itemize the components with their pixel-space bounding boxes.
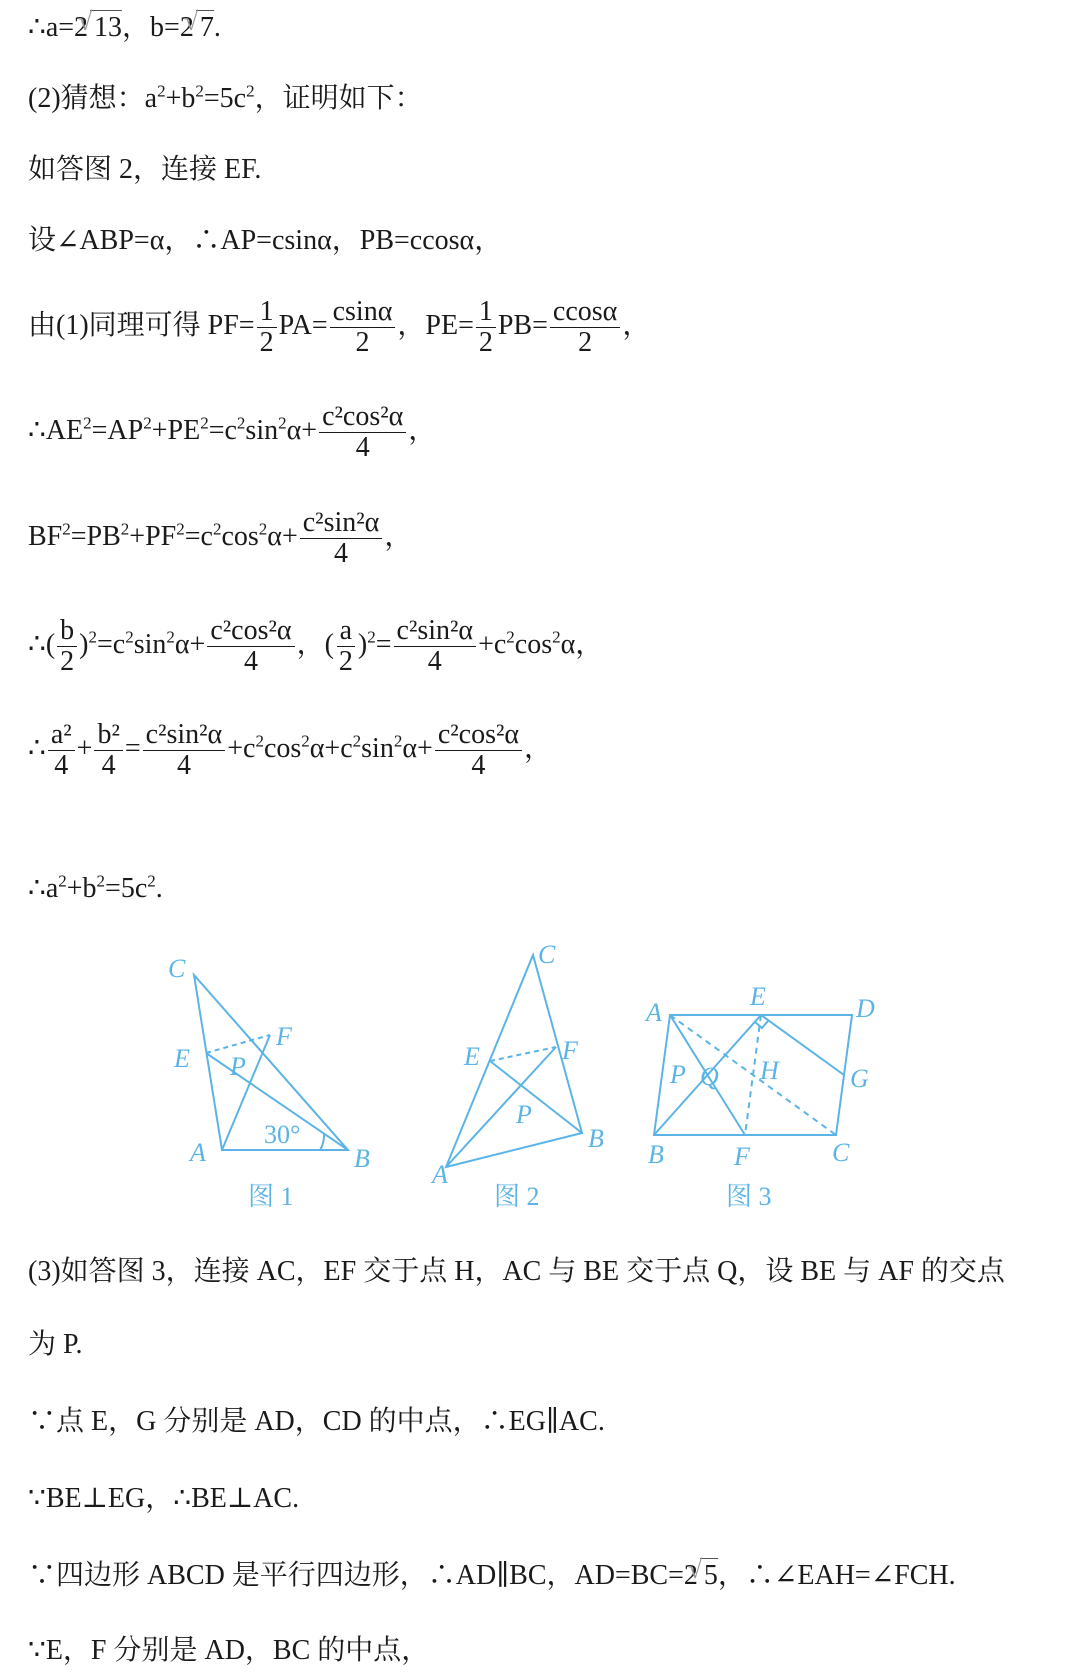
text: 由(1)同理可得 PF=: [28, 309, 255, 341]
text: α+: [267, 520, 298, 552]
text: ，: [622, 309, 651, 341]
label-a: A: [432, 1160, 448, 1189]
text: ，(: [296, 628, 334, 660]
sup: 2: [88, 627, 97, 647]
answer-line-a-b: [28, 10, 221, 45]
numerator: c²sin²α: [300, 508, 383, 539]
text: +c: [227, 732, 256, 764]
sup: 2: [195, 81, 204, 101]
text: cos: [221, 520, 259, 552]
fraction: [143, 720, 226, 781]
label-q: Q: [700, 1062, 719, 1091]
sqrt-5: [700, 1558, 718, 1593]
text: ∴(: [28, 628, 56, 660]
connect-ef-line: 如答图 2，连接 EF.: [28, 154, 262, 185]
fraction: [57, 616, 77, 677]
text: α，: [560, 628, 604, 660]
sup: 2: [96, 871, 106, 891]
sup: 2: [246, 81, 255, 101]
label-e: E: [464, 1042, 480, 1071]
set-angle-line: 设∠ABP=α，∴AP=csinα，PB=ccosα，: [28, 225, 503, 256]
sup: 2: [301, 731, 310, 751]
denominator: 4: [471, 750, 486, 781]
ae-squared-line: [28, 402, 436, 463]
text: PB=: [497, 309, 548, 341]
conjecture-line: [28, 82, 423, 116]
text: =: [124, 732, 141, 764]
label-b: B: [648, 1140, 664, 1169]
fraction: [48, 720, 75, 781]
numerator: a: [337, 616, 355, 647]
text: sin: [361, 732, 394, 764]
numerator: b²: [94, 720, 122, 751]
segment-be: [490, 1061, 582, 1133]
label-f: F: [562, 1036, 578, 1065]
text: =AP: [91, 414, 144, 446]
text: =PB: [70, 520, 121, 552]
fraction: [550, 297, 620, 358]
radicand: 7: [199, 12, 214, 43]
text: =: [375, 628, 392, 660]
sup: 2: [83, 413, 92, 433]
bf-squared-line: [28, 508, 412, 569]
text: PA=: [278, 309, 328, 341]
text: =5c: [105, 873, 148, 904]
text: sin: [245, 414, 279, 446]
fraction: [257, 297, 277, 358]
segment-ef: [745, 1015, 761, 1135]
text: =c: [96, 628, 126, 660]
denominator: 4: [243, 646, 258, 677]
label-b: B: [588, 1124, 604, 1153]
numerator: csinα: [330, 297, 396, 328]
sup: 2: [125, 627, 134, 647]
text: +: [76, 732, 93, 764]
sup: 2: [120, 519, 130, 539]
sup: 2: [506, 627, 515, 647]
numerator: c²cos²α: [207, 616, 294, 647]
numerator: c²sin²α: [394, 616, 477, 647]
text: +c: [478, 628, 507, 660]
fraction: [394, 616, 477, 677]
label-c: C: [538, 940, 556, 969]
figure-1-labels: [168, 954, 370, 1211]
sup: 2: [157, 81, 166, 101]
fraction: [207, 616, 294, 677]
label-a: A: [646, 998, 662, 1027]
sup: 2: [166, 627, 175, 647]
numerator: b: [57, 616, 77, 647]
denominator: 4: [176, 750, 191, 781]
sqrt-13: [90, 10, 122, 45]
sum-line: [28, 720, 552, 781]
label-f: F: [276, 1022, 292, 1051]
denominator: 2: [478, 327, 493, 358]
segment-af: [446, 1047, 556, 1167]
sqrt-7: [196, 10, 214, 45]
numerator: 1: [257, 297, 277, 328]
part3-line: (3)如答图 3，连接 AC，EF 交于点 H，AC 与 BE 交于点 Q，设 BE 与 AF 的交点: [28, 1256, 1005, 1287]
text: cos: [514, 628, 553, 660]
label-c: C: [168, 954, 186, 983]
text: =c: [184, 520, 213, 552]
text: +PF: [129, 520, 177, 552]
text: ，∴∠EAH=∠FCH.: [717, 1560, 956, 1591]
fraction: [330, 297, 396, 358]
text: ，: [384, 520, 413, 552]
denominator: 2: [355, 327, 370, 358]
text: +PE: [151, 414, 201, 446]
conclusion-line: [28, 872, 163, 906]
parallelogram-line: [28, 1558, 956, 1593]
text: ∵四边形 ABCD 是平行四边形，∴AD∥BC，AD=BC=2: [28, 1560, 698, 1591]
label-g: G: [850, 1064, 869, 1093]
denominator: 2: [578, 327, 593, 358]
fraction: [94, 720, 122, 781]
numerator: c²sin²α: [143, 720, 226, 751]
radicand: 5: [703, 1560, 718, 1591]
sup: 2: [58, 871, 67, 891]
text: .: [155, 873, 163, 904]
text: (2)猜想：a: [28, 83, 158, 114]
text: α+: [402, 732, 433, 764]
text: BF: [28, 520, 63, 552]
angle-arc: [320, 1134, 324, 1150]
geometry-figures: [170, 935, 890, 1225]
label-p: P: [516, 1100, 532, 1129]
text: α+: [286, 414, 318, 446]
sup: 2: [62, 519, 71, 539]
radicand: 13: [94, 12, 123, 43]
midpoint-line: ∵点 E，G 分别是 AD，CD 的中点，∴EG∥AC.: [28, 1406, 605, 1437]
text: ): [79, 628, 89, 660]
label-angle: 30°: [264, 1120, 301, 1149]
sup: 2: [258, 519, 268, 539]
numerator: a²: [48, 720, 75, 751]
label-f: F: [734, 1142, 750, 1171]
sup: 2: [143, 413, 152, 433]
text: α+: [174, 628, 206, 660]
denominator: 4: [101, 750, 116, 781]
denominator: 2: [60, 646, 75, 677]
denominator: 2: [259, 327, 274, 358]
fraction: [336, 616, 356, 677]
sup: 2: [552, 627, 561, 647]
text: ，: [524, 732, 553, 764]
fraction: [476, 297, 496, 358]
label-e: E: [174, 1044, 190, 1073]
pf-pe-line: [28, 297, 650, 358]
midpoints-ef-line: ∵E，F 分别是 AD，BC 的中点，: [28, 1635, 430, 1666]
text: ∴AE: [28, 414, 84, 446]
figure-2-labels: [430, 940, 604, 1211]
text: =5c: [203, 83, 247, 114]
text: =c: [208, 414, 237, 446]
text: ，证明如下：: [254, 83, 423, 114]
text: ，PE=: [397, 309, 474, 341]
figures-row: [170, 935, 890, 1225]
sup: 2: [200, 413, 209, 433]
text: ，: [408, 414, 437, 446]
text: ): [357, 628, 368, 660]
label-a: A: [190, 1138, 206, 1167]
sup: 2: [236, 413, 246, 433]
perpendicular-line: ∵BE⊥EG，∴BE⊥AC.: [28, 1483, 300, 1514]
fraction: [319, 402, 406, 463]
label-p: P: [230, 1052, 246, 1081]
label-p: P: [670, 1060, 686, 1089]
sup: 2: [147, 871, 156, 891]
half-sides-line: [28, 616, 603, 677]
numerator: c²cos²α: [319, 402, 406, 433]
fraction: [300, 508, 383, 569]
text: ∴: [28, 732, 46, 764]
sup: 2: [176, 519, 185, 539]
denominator: 4: [54, 750, 69, 781]
text: ∴a: [28, 873, 59, 904]
denominator: 4: [427, 646, 442, 677]
text: +b: [66, 873, 97, 904]
numerator: 1: [476, 297, 496, 328]
label-e: E: [750, 982, 766, 1011]
sup: 2: [212, 519, 222, 539]
numerator: ccosα: [550, 297, 620, 328]
sup: 2: [393, 731, 403, 751]
label-d: D: [856, 994, 875, 1023]
text: sin: [133, 628, 167, 660]
sup: 2: [367, 627, 376, 647]
label-c: C: [832, 1138, 850, 1167]
text: .: [213, 12, 221, 43]
denominator: 2: [338, 646, 353, 677]
caption-fig1: 图 1: [248, 1182, 294, 1211]
sup: 2: [352, 731, 362, 751]
label-h: H: [760, 1056, 779, 1085]
text: +b: [165, 83, 196, 114]
text: ∴a=2: [28, 12, 89, 43]
numerator: c²cos²α: [435, 720, 522, 751]
text: cos: [263, 732, 302, 764]
caption-fig2: 图 2: [494, 1182, 540, 1211]
text: ，b=2: [122, 12, 194, 43]
right-angle-mark: [755, 1021, 768, 1028]
sup: 2: [278, 413, 287, 433]
text: α+c: [309, 732, 353, 764]
denominator: 4: [334, 538, 349, 569]
caption-fig3: 图 3: [726, 1182, 772, 1211]
fraction: [435, 720, 522, 781]
sup: 2: [255, 731, 264, 751]
denominator: 4: [355, 432, 370, 463]
label-b: B: [354, 1144, 370, 1173]
part3-line-cont: 为 P.: [28, 1329, 83, 1360]
